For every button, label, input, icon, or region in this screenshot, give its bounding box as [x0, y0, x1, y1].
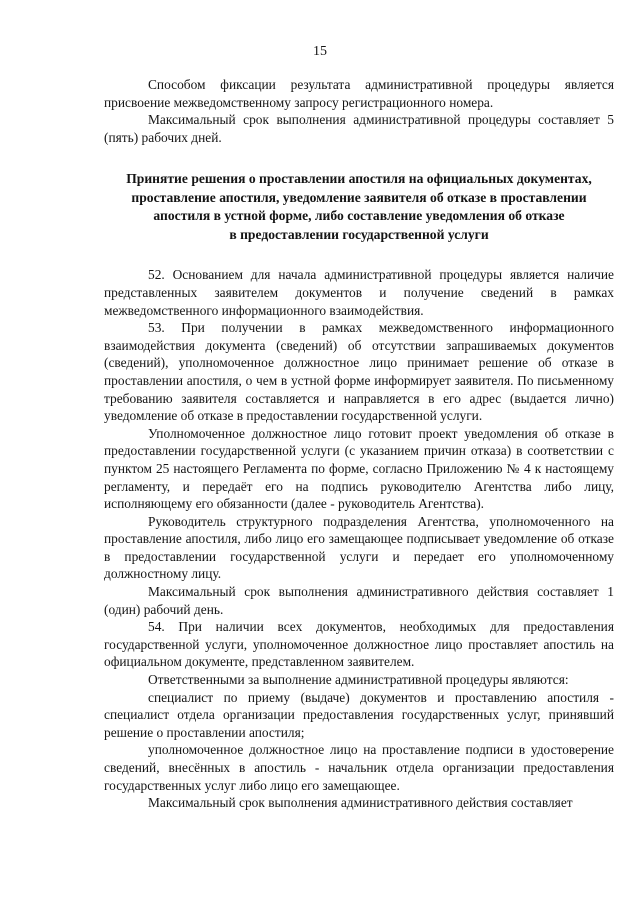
heading-line: в предоставлении государственной услуги — [229, 226, 489, 242]
section-heading — [104, 170, 614, 244]
paragraph-max-term-5-days: Максимальный срок выполнения административной процедуры составляет 5 (пять) рабочих дней. — [104, 112, 614, 145]
paragraph-head-signs: Руководитель структурного подразделения Агентства, уполномоченного на проставление апостиля, либо лицо его замещающее подписывает уведомление об отказе в предоставлении государственной услуги и передает его уполномоченному должностному лицу. — [104, 513, 614, 582]
page-number: 15 — [313, 44, 327, 59]
paragraph-registration-method: Способом фиксации результата административной процедуры является присвоение межведомственному запросу регистрационного номера. — [104, 77, 614, 110]
heading-line: Принятие решения о проставлении апостиля на официальных документах, — [126, 171, 592, 187]
paragraph-max-term-continued: Максимальный срок выполнения административного действия составляет — [148, 795, 573, 811]
paragraph-authorized-official: уполномоченное должностное лицо на проставление подписи в удостоверение сведений, внесённых в апостиль - начальник отдела организации предоставления государственных услуг либо лицо его замещающее. — [104, 742, 614, 793]
paragraph-max-term-1-day: Максимальный срок выполнения административного действия составляет 1 (один) рабочий день. — [104, 584, 614, 617]
paragraph-53: 53. При получении в рамках межведомственного информационного взаимодействия документа (сведений) об отсутствии запрашиваемых документов (сведений), уполномоченное должностное лицо принимает решение об отказе в проставлении апостиля, о чем в устной форме информирует заявителя. По письменному требованию заявителя составляется и направляется в его адрес (выдается лично) уведомление об отказе в предоставлении государственной услуги. — [104, 320, 614, 424]
paragraph-54: 54. При наличии всех документов, необходимых для предоставления государственной услуги, уполномоченное должностное лицо проставляет апостиль на официальном документе, представленном заявителем. — [104, 619, 614, 670]
heading-line: проставление апостиля, уведомление заявителя об отказе в проставлении — [131, 189, 587, 205]
paragraph-responsible: Ответственными за выполнение административной процедуры являются: — [148, 672, 569, 688]
heading-line: апостиля в устной форме, либо составление уведомления об отказе — [153, 208, 565, 224]
document-body — [104, 76, 614, 812]
paragraph-notice-draft: Уполномоченное должностное лицо готовит проект уведомления об отказе в предоставлении государственной услуги (с указанием причин отказа) в соответствии с пунктом 25 настоящего Регламента по форме, согласно Приложению № 4 к настоящему регламенту, и передаёт его на подпись руководителю Агентства либо лицу, исполняющему его обязанности (далее - руководитель Агентства). — [104, 425, 614, 512]
paragraph-specialist: специалист по приему (выдаче) документов и проставлению апостиля - специалист отдела организации предоставления государственных услуг, принявший решение о проставлении апостиля; — [104, 689, 614, 740]
paragraph-52: 52. Основанием для начала административной процедуры является наличие представленных заявителем документов и получение сведений в рамках межведомственного информационного взаимодействия. — [104, 267, 614, 318]
